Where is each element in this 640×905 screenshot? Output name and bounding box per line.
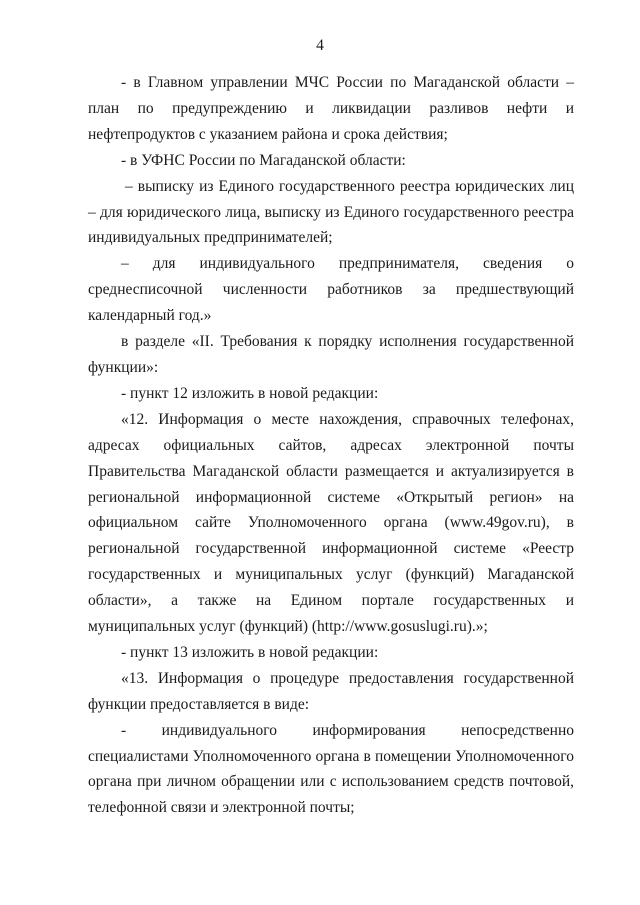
paragraph-employee-count: – для индивидуального предпринимателя, сведения о среднесписочной численности работников за предшествующий календарный год.» [88, 255, 574, 325]
document-body [88, 70, 574, 821]
paragraph-item-12-text: «12. Информация о месте нахождения, справочных телефонах, адресах официальных сайтов, адресах электронной почты Правительства Магаданской области размещается и актуализируется в региональной информационной системе «Открытый регион» на официальном сайте Уполномоченного органа (www.49gov.ru), в региональной государственной информационной системе «Реестр государственных и муниципальных услуг (функций) Магаданской области», а также на Едином портале государственных и муниципальных услуг (функций) (http://www.gosuslugi.ru).»; [88, 410, 574, 636]
paragraph-section-ii: в разделе «II. Требования к порядку исполнения государственной функции»: [88, 333, 574, 376]
page-number: 4 [316, 37, 324, 54]
paragraph-item-12-intro: - пункт 12 изложить в новой редакции: [121, 384, 379, 402]
paragraph-egrul-extract: – выписку из Единого государственного реестра юридических лиц – для юридического лица, выписку из Единого государственного реестра индивидуальных предпринимателей; [88, 177, 574, 247]
paragraph-ufns: - в УФНС России по Магаданской области: [121, 151, 406, 169]
paragraph-item-13-text: «13. Информация о процедуре предоставления государственной функции предоставляется в виде: [88, 669, 574, 713]
paragraph-individual-informing: - индивидуального информирования непосредственно специалистами Уполномоченного органа в помещении Уполномоченного органа при личном обращении или с использованием средств почтовой, телефонной связи и электронной почты; [88, 721, 574, 817]
paragraph-item-13-intro: - пункт 13 изложить в новой редакции: [121, 643, 379, 661]
paragraph-mchs: - в Главном управлении МЧС России по Магаданской области – план по предупреждению и ликвидации разливов нефти и нефтепродуктов с указанием района и срока действия; [88, 74, 574, 143]
